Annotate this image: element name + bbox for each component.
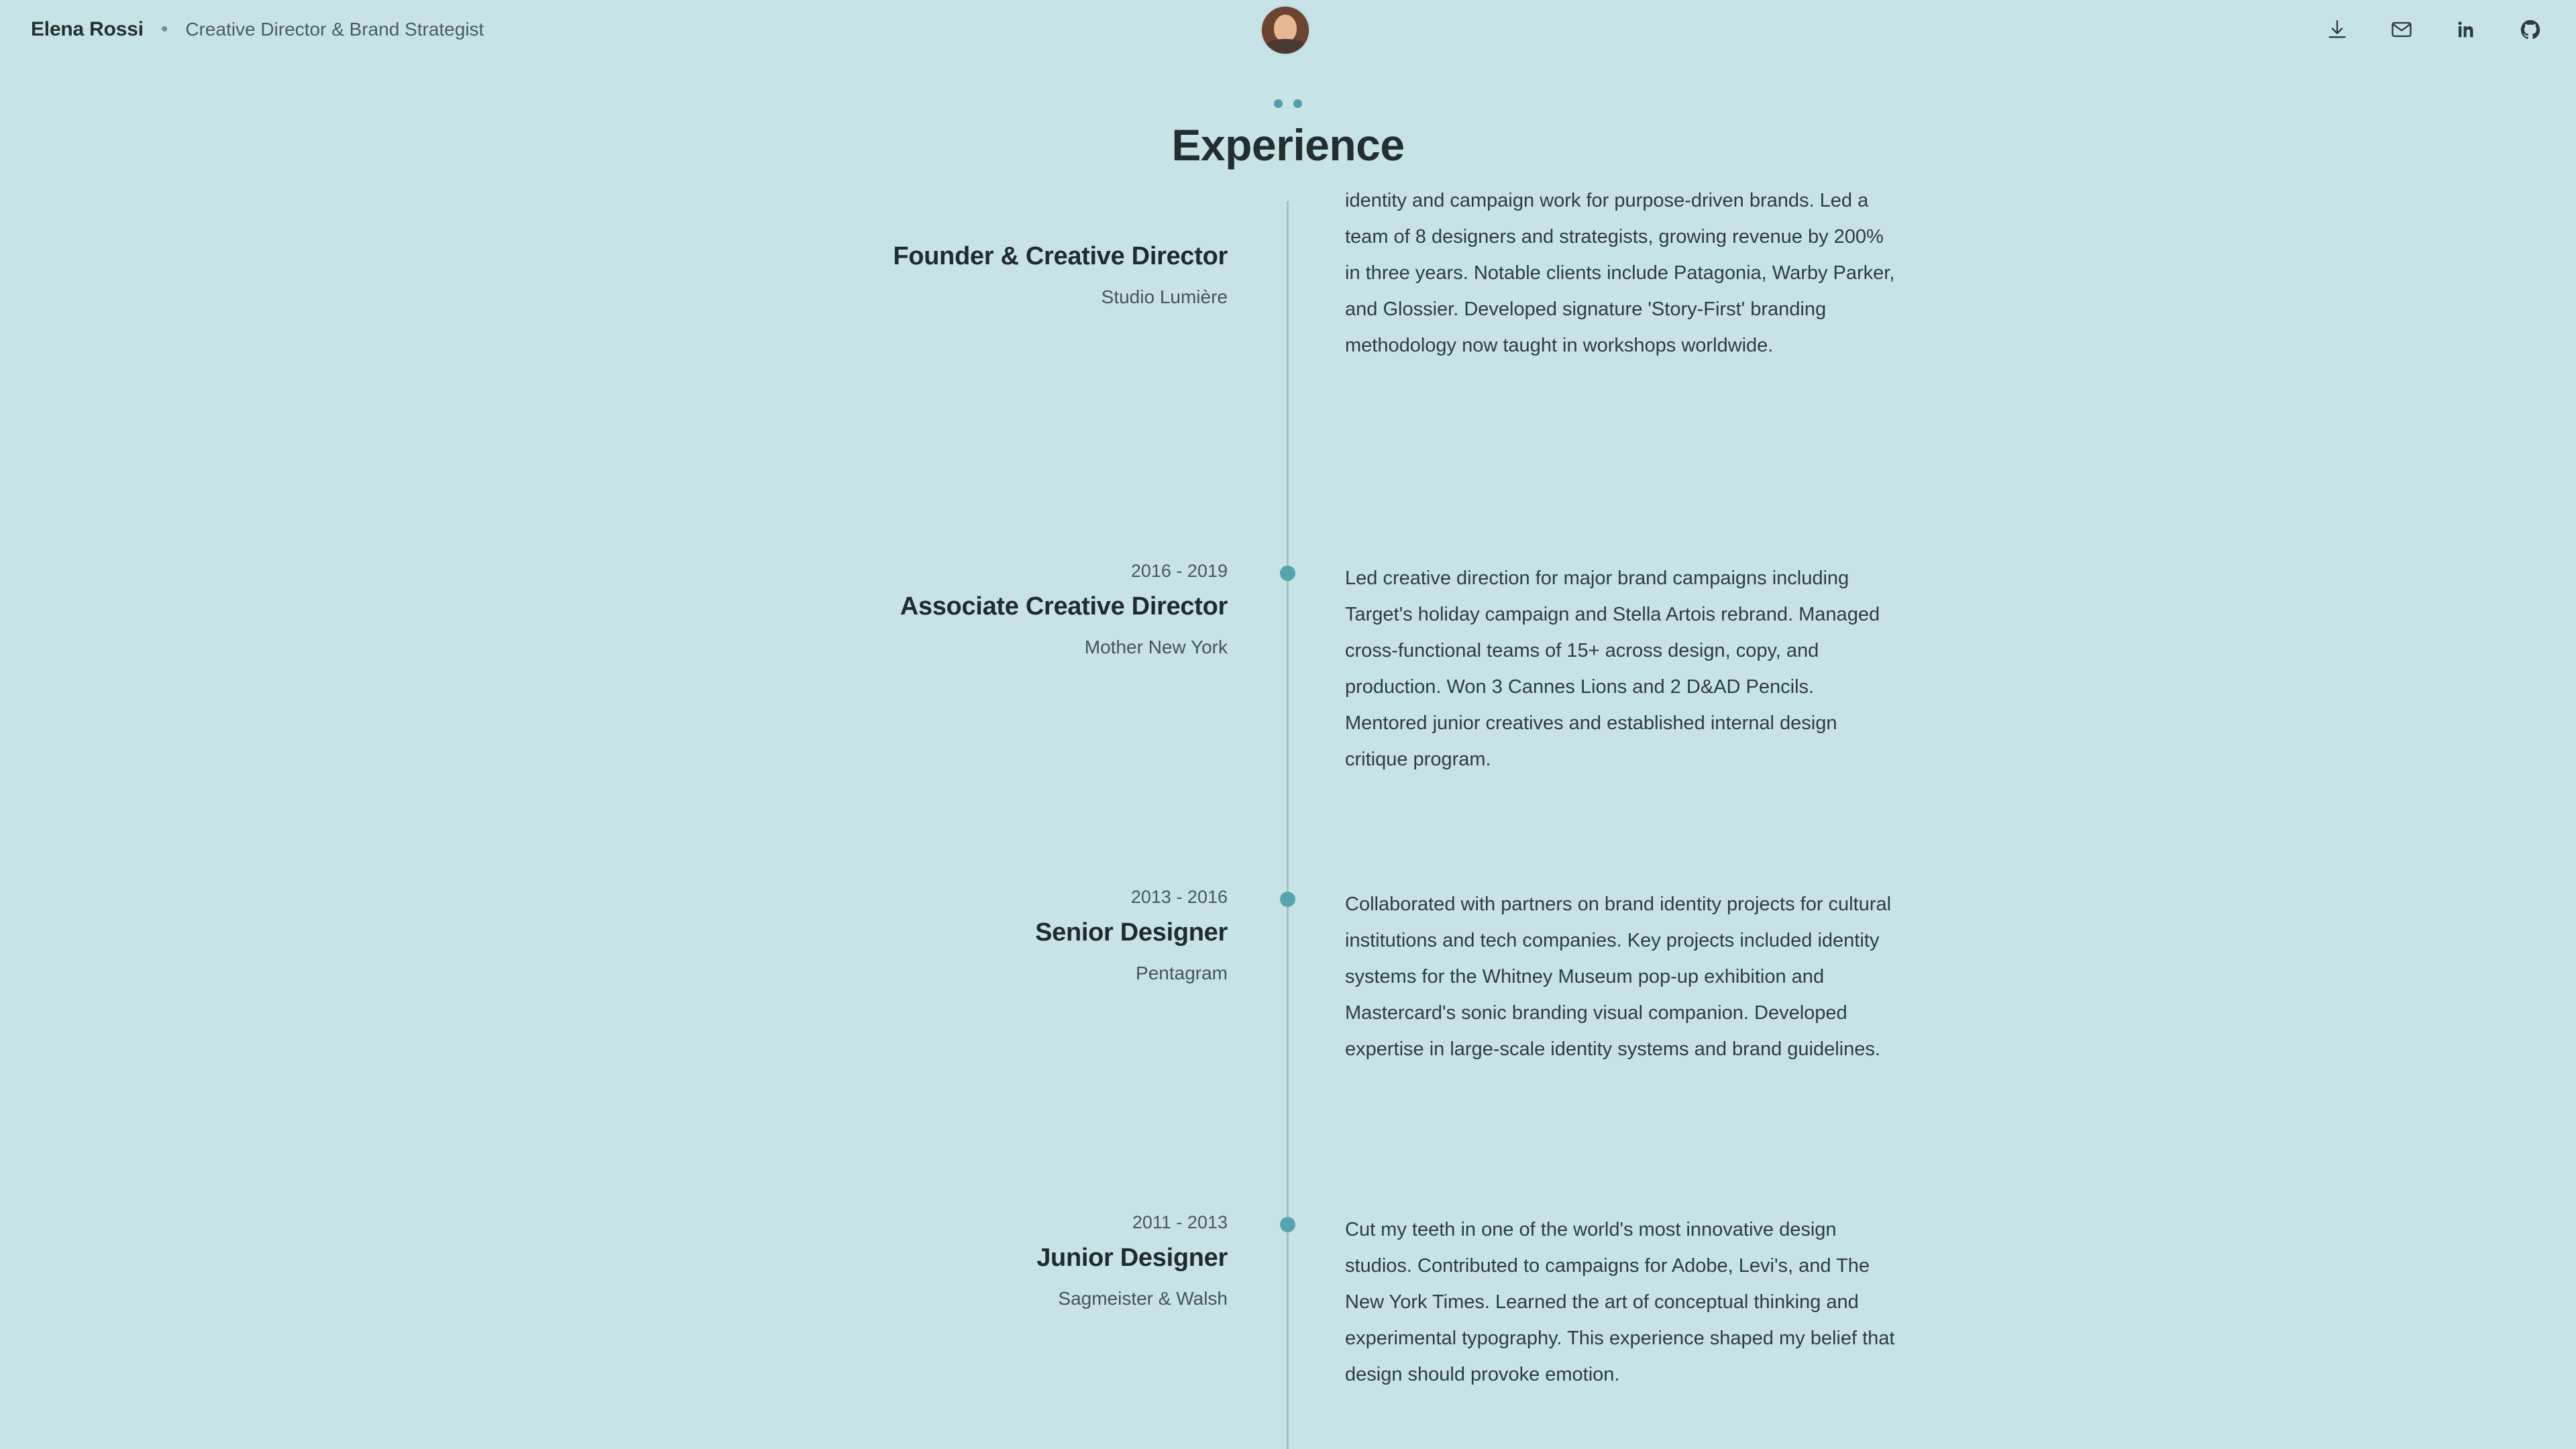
entry-description: Led creative direction for major brand campaigns including Target's holiday campaign and Stella Artois rebrand. Managed cross-functional teams of 15+ across design, copy, and production. Won 3 Cannes Lions and 2 D&AD Pencils. Mentored junior creatives and established internal design critique program. (1345, 568, 1880, 770)
entry-meta (624, 560, 1228, 659)
entry-meta (624, 886, 1228, 985)
linkedin-icon[interactable] (2451, 15, 2481, 44)
dot-1 (1274, 99, 1283, 108)
entry-meta (624, 1212, 1228, 1311)
brand (31, 18, 484, 41)
timeline-bullet (1280, 566, 1295, 581)
entry-company: Sagmeister & Walsh (1058, 1287, 1228, 1309)
entry-role: Junior Designer (1036, 1244, 1228, 1273)
download-icon[interactable] (2322, 15, 2352, 44)
entry-company: Mother New York (1084, 636, 1228, 657)
entry-company: Pentagram (1136, 962, 1228, 983)
entry-role: Senior Designer (1035, 918, 1228, 947)
entry-description: Collaborated with partners on brand identity projects for cultural institutions and tech companies. Key projects included identity systems for the Whitney Museum pop-up exhibition and Mastercard's sonic branding visual companion. Developed expertise in large-scale identity systems and brand guidelines. (1345, 894, 1892, 1060)
avatar-image (1260, 5, 1310, 55)
avatar-face (1274, 15, 1297, 42)
avatar[interactable] (1260, 5, 1307, 52)
page-title: Experience (1171, 120, 1405, 170)
timeline-bullet (1280, 1217, 1295, 1232)
entry-period: 2013 - 2016 (1130, 887, 1228, 907)
timeline-spine (1287, 201, 1289, 1449)
entry-company: Studio Lumière (1101, 286, 1228, 307)
dot-2 (1293, 99, 1302, 108)
timeline-bullet (1280, 892, 1295, 907)
entry-meta (624, 231, 1228, 309)
entry-role: Associate Creative Director (900, 592, 1228, 621)
entry-description: identity and campaign work for purpose-driven brands. Led a team of 8 designers and strategists, growing revenue by 200% in three years. Notable clients include Patagonia, Warby Parker, and Glossier. Developed signature 'Story-First' branding methodology now taught in workshops worldwide. (1345, 190, 1895, 356)
entry-period: 2016 - 2019 (1130, 561, 1228, 581)
avatar-shoulders (1263, 39, 1307, 55)
section-dots (0, 99, 2576, 108)
entry-period: 2011 - 2013 (1132, 1212, 1228, 1232)
experience-timeline (0, 190, 2576, 1449)
top-bar (0, 0, 2576, 59)
entry-description: Cut my teeth in one of the world's most innovative design studios. Contributed to campaigns for Adobe, Levi's, and The New York Times. Learned the art of conceptual thinking and experimental typography. This experience shaped my belief that design should provoke emotion. (1345, 1219, 1895, 1385)
entry-role: Founder & Creative Director (893, 242, 1228, 270)
brand-role: Creative Director & Brand Strategist (185, 19, 484, 40)
mail-icon[interactable] (2387, 15, 2416, 44)
top-actions (2322, 0, 2545, 59)
brand-separator: • (160, 18, 168, 40)
brand-name: Elena Rossi (31, 18, 144, 40)
github-icon[interactable] (2516, 15, 2545, 44)
